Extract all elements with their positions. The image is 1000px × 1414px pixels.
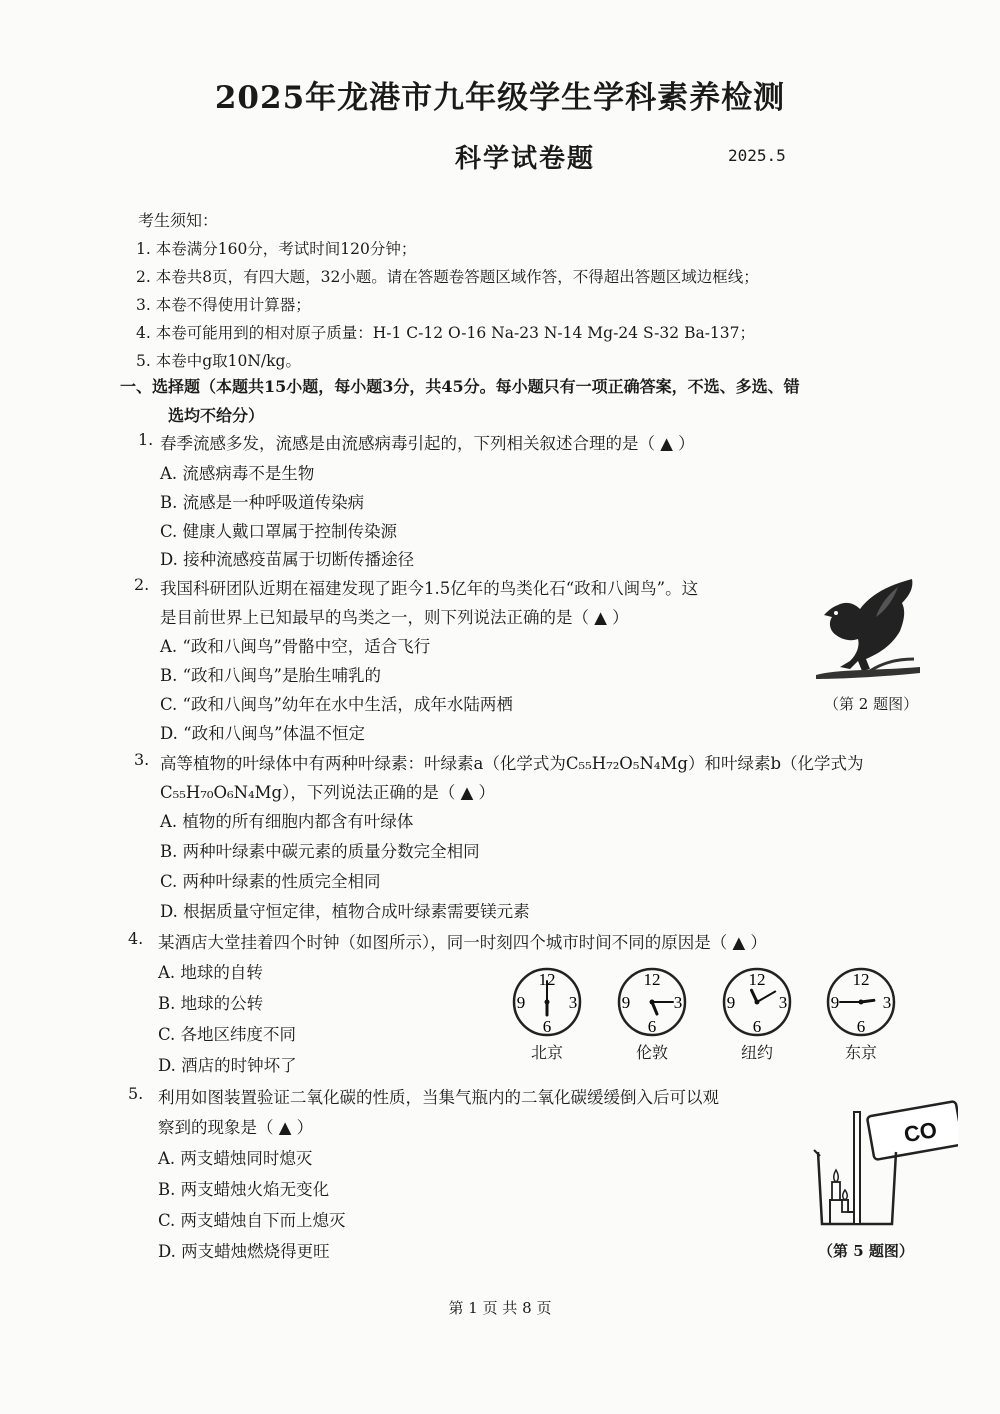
question-stem-continued: C₅₅H₇₀O₆N₄Mg），下列说法正确的是（ ▲ ）: [160, 783, 496, 802]
clock-numeral-3: 3: [882, 993, 892, 1012]
answer-option: D. 两支蜡烛燃烧得更旺: [158, 1242, 330, 1261]
clock-numeral-6: 6: [752, 1017, 762, 1036]
question-number: 1.: [138, 430, 154, 449]
question-stem: 利用如图装置验证二氧化碳的性质，当集气瓶内的二氧化碳缓缓倒入后可以观: [158, 1088, 719, 1107]
question-stem: 我国科研团队近期在福建发现了距今1.5亿年的鸟类化石“政和八闽鸟”。这: [160, 579, 699, 598]
notice-item: 1. 本卷满分160分，考试时间120分钟；: [136, 240, 417, 258]
clock-numeral-9: 9: [830, 993, 840, 1012]
answer-option: D. “政和八闽鸟”体温不恒定: [160, 724, 366, 743]
exam-subtitle: 科学试卷题: [455, 144, 596, 174]
answer-option: A. 植物的所有细胞内都含有叶绿体: [160, 812, 414, 831]
question-number: 5.: [128, 1084, 144, 1103]
clock-numeral-9: 9: [621, 993, 631, 1012]
clock-city-label: 北京: [531, 1043, 564, 1062]
notice-item: 5. 本卷中g取10N/kg。: [136, 352, 301, 370]
clock-numeral-12: 12: [748, 970, 766, 989]
answer-option: A. 两支蜡烛同时熄灭: [158, 1149, 313, 1168]
figure-caption: （第 2 题图）: [824, 695, 919, 713]
answer-option: B. 两支蜡烛火焰无变化: [158, 1180, 330, 1199]
clock-minute-hand: [757, 992, 775, 1003]
answer-option: A. 地球的自转: [158, 963, 263, 982]
notice-item: 2. 本卷共8页，有四大题，32小题。请在答题卷答题区域作答，不得超出答题区域边框线；: [136, 268, 759, 286]
clock-city-label: 东京: [845, 1043, 878, 1062]
answer-option: A. 流感病毒不是生物: [160, 464, 315, 483]
section-title: 一、选择题（本题共15小题，每小题3分，共45分。每小题只有一项正确答案，不选、多选、错: [120, 377, 800, 396]
answer-option: D. 接种流感疫苗属于切断传播途径: [160, 550, 415, 569]
clock-numeral-12: 12: [643, 970, 661, 989]
clock-numeral-12: 12: [852, 970, 870, 989]
answer-option: C. “政和八闽鸟”幼年在水中生活，成年水陆两栖: [160, 695, 513, 714]
answer-option: B. 两种叶绿素中碳元素的质量分数完全相同: [160, 842, 480, 861]
answer-option: C. 各地区纬度不同: [158, 1025, 297, 1044]
answer-option: B. 流感是一种呼吸道传染病: [160, 493, 365, 512]
clock-numeral-3: 3: [568, 993, 578, 1012]
clock-numeral-6: 6: [542, 1017, 552, 1036]
answer-option: C. 两支蜡烛自下而上熄灭: [158, 1211, 346, 1230]
co2-apparatus-figure: [808, 1100, 958, 1232]
clock-city-label: 纽约: [741, 1043, 774, 1062]
question-stem-continued: 是目前世界上已知最早的鸟类之一，则下列说法正确的是（ ▲ ）: [160, 608, 629, 627]
answer-option: A. “政和八闽鸟”骨骼中空，适合飞行: [160, 637, 431, 656]
clock-numeral-9: 9: [726, 993, 736, 1012]
co2-label: CO: [901, 1116, 939, 1148]
question-stem: 高等植物的叶绿体中有两种叶绿素：叶绿素a（化学式为C₅₅H₇₂O₅N₄Mg）和叶绿素b（化学式为: [160, 754, 864, 773]
exam-date: 2025.5: [728, 146, 786, 165]
clock-new-york: [721, 966, 793, 1038]
clock-city-label: 伦敦: [636, 1043, 669, 1062]
question-number: 2.: [134, 575, 150, 594]
bird-fossil-figure: [810, 575, 922, 687]
notice-item: 3. 本卷不得使用计算器；: [136, 296, 311, 314]
clock-numeral-9: 9: [516, 993, 526, 1012]
question-stem-continued: 察到的现象是（ ▲ ）: [158, 1118, 314, 1137]
figure-caption: （第 5 题图）: [818, 1242, 914, 1260]
answer-option: D. 酒店的时钟坏了: [158, 1056, 297, 1075]
page-number: 第 1 页 共 8 页: [448, 1299, 552, 1317]
answer-option: B. 地球的公转: [158, 994, 264, 1013]
exam-title: 2025年龙港市九年级学生学科素养检测: [214, 80, 786, 116]
clock-numeral-3: 3: [778, 993, 788, 1012]
clock-tokyo: [825, 966, 897, 1038]
clock-numeral-6: 6: [647, 1017, 657, 1036]
clock-london: [616, 966, 688, 1038]
answer-option: C. 两种叶绿素的性质完全相同: [160, 872, 381, 891]
answer-option: B. “政和八闽鸟”是胎生哺乳的: [160, 666, 381, 685]
clock-numeral-3: 3: [673, 993, 683, 1012]
section-title-continued: 选均不给分）: [168, 406, 265, 425]
clock-beijing: [511, 966, 583, 1038]
question-stem: 某酒店大堂挂着四个时钟（如图所示），同一时刻四个城市时间不同的原因是（ ▲ ）: [158, 933, 767, 952]
clock-numeral-12: 12: [538, 970, 556, 989]
question-number: 3.: [134, 750, 150, 769]
clock-numeral-6: 6: [856, 1017, 866, 1036]
answer-option: C. 健康人戴口罩属于控制传染源: [160, 522, 398, 541]
question-stem: 春季流感多发，流感是由流感病毒引起的，下列相关叙述合理的是（ ▲ ）: [160, 434, 695, 453]
notice-heading: 考生须知：: [138, 211, 219, 230]
notice-item: 4. 本卷可能用到的相对原子质量：H-1 C-12 O-16 Na-23 N-14 Mg-24 S-32 Ba-137；: [136, 324, 756, 342]
answer-option: D. 根据质量守恒定律，植物合成叶绿素需要镁元素: [160, 902, 530, 921]
question-number: 4.: [128, 929, 144, 948]
